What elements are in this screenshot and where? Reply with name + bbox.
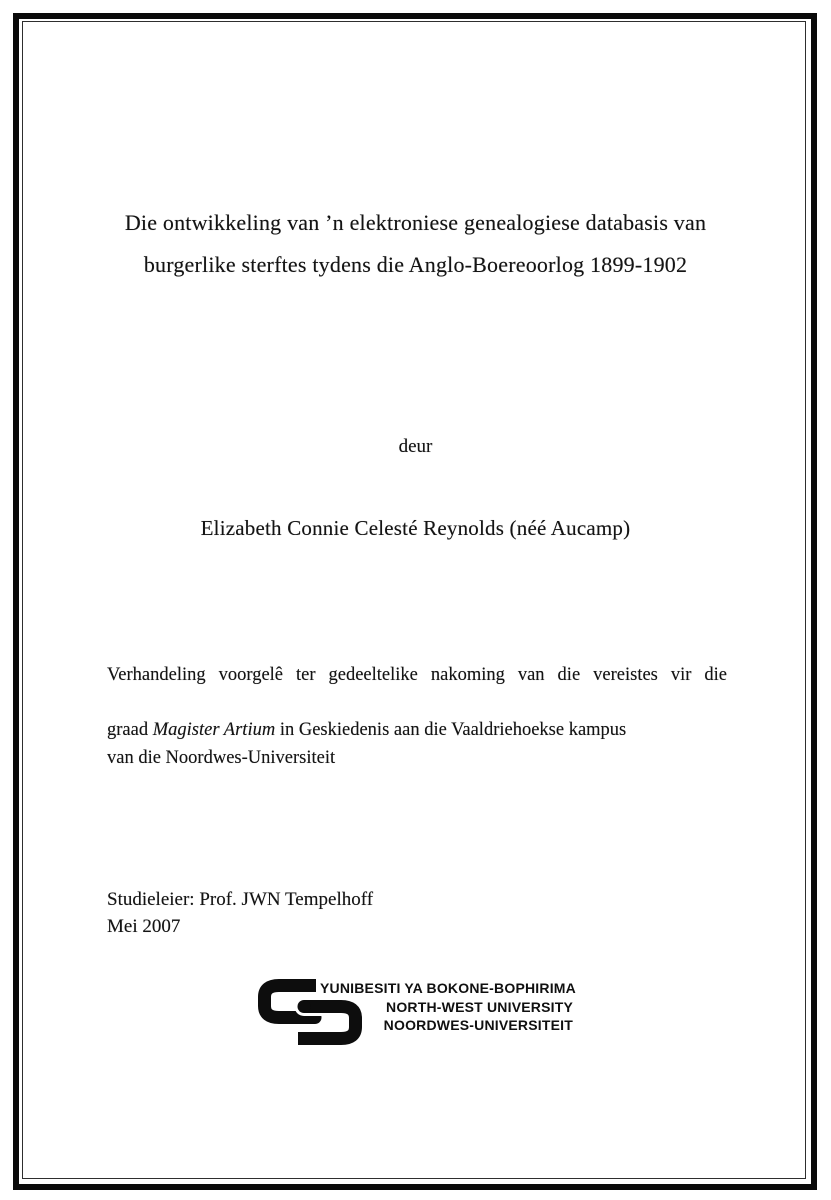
- declaration-line-2: [107, 717, 727, 745]
- logo-text-line-1: YUNIBESITI YA BOKONE-BOPHIRIMA: [320, 980, 576, 996]
- author-name: Elizabeth Connie Celesté Reynolds (néé Aucamp): [200, 516, 631, 540]
- declaration-line-2-post: in Geskiedenis aan die Vaaldriehoekse kampus: [275, 720, 627, 740]
- declaration-line-1: Verhandeling voorgelê ter gedeeltelike nakoming van die vereistes vir die: [107, 665, 727, 685]
- title-line-2: burgerlike sterftes tydens die Anglo-Boereoorlog 1899-1902: [143, 252, 688, 277]
- logo-text-line-2: NORTH-WEST UNIVERSITY: [386, 998, 573, 1015]
- thesis-title: [60, 202, 771, 286]
- degree-declaration: [107, 662, 727, 772]
- byline-label: deur: [398, 436, 433, 457]
- university-logo: [258, 972, 578, 1057]
- date-line: Mei 2007: [107, 916, 181, 937]
- supervisor-line: Studieleier: Prof. JWN Tempelhoff: [107, 889, 374, 910]
- degree-name-italic: Magister Artium: [152, 720, 276, 740]
- university-logo-text: [320, 979, 576, 1035]
- supervisor-block: [107, 886, 373, 940]
- declaration-line-3: van die Noordwes-Universiteit: [107, 747, 336, 768]
- title-line-1: Die ontwikkeling van ’n elektroniese genealogiese databasis van: [124, 210, 707, 235]
- declaration-line-2-pre: graad: [107, 720, 153, 740]
- logo-text-line-3: NOORDWES-UNIVERSITEIT: [383, 1017, 573, 1034]
